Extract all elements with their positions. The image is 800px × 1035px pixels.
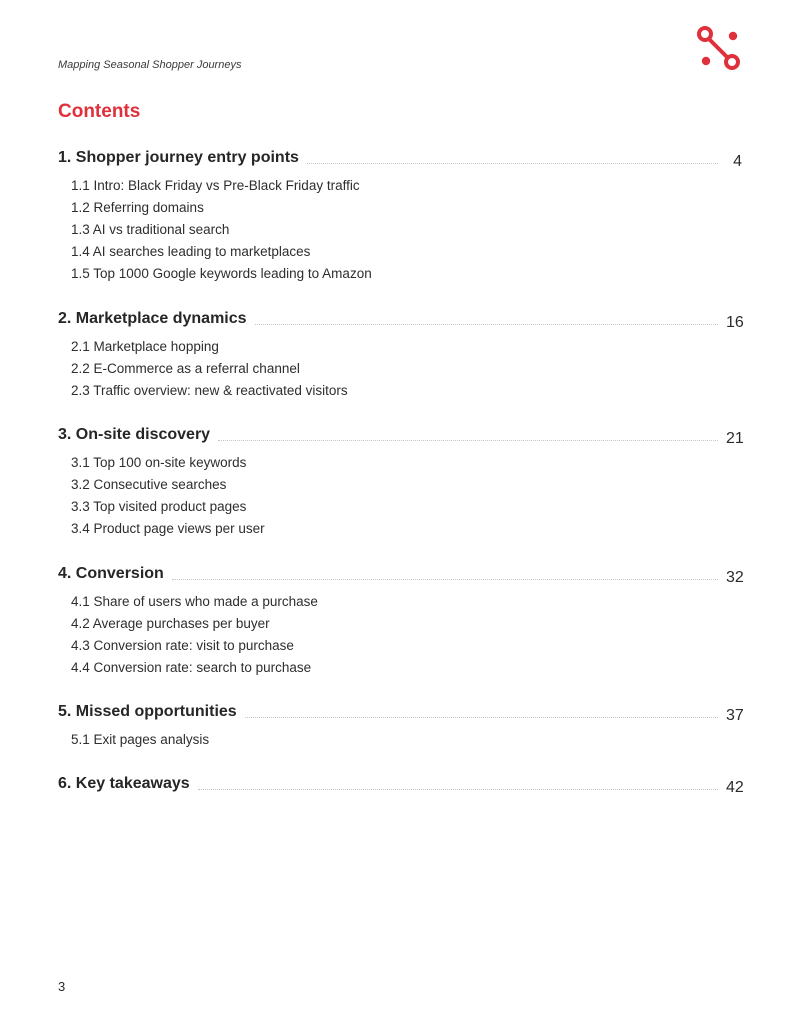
- toc-section-3: [58, 422, 742, 540]
- toc-section-6: [58, 771, 744, 796]
- toc-section-page: 42: [726, 779, 744, 796]
- toc-subsection-item[interactable]: 3.4 Product page views per user: [71, 521, 265, 536]
- dot-leader: [307, 162, 718, 164]
- toc-subsection-list: [58, 591, 742, 679]
- toc-section-title[interactable]: 5. Missed opportunities: [58, 703, 237, 720]
- dot-leader: [172, 578, 718, 580]
- toc-subsection-item[interactable]: 4.2 Average purchases per buyer: [71, 616, 270, 631]
- toc-section-title[interactable]: 4. Conversion: [58, 565, 164, 582]
- toc-section-row[interactable]: [58, 771, 744, 796]
- toc-subsection-item[interactable]: 3.1 Top 100 on-site keywords: [71, 455, 247, 470]
- toc-section-title[interactable]: 1. Shopper journey entry points: [58, 149, 299, 166]
- toc-subsection-item[interactable]: 1.4 AI searches leading to marketplaces: [71, 244, 311, 259]
- toc-section-page: 16: [726, 314, 744, 331]
- toc-subsection-item[interactable]: 4.1 Share of users who made a purchase: [71, 594, 318, 609]
- toc-subsection-list: [58, 729, 742, 751]
- toc-subsection-item[interactable]: 1.1 Intro: Black Friday vs Pre-Black Friday traffic: [71, 178, 360, 193]
- dot-leader: [198, 788, 718, 790]
- toc-subsection-item[interactable]: 3.3 Top visited product pages: [71, 499, 247, 514]
- page-number: 3: [58, 979, 66, 994]
- brand-logo-icon: [694, 26, 746, 74]
- toc-section-1: [58, 145, 742, 285]
- toc-section-row[interactable]: [58, 422, 744, 447]
- toc-section-page: 32: [726, 569, 744, 586]
- toc-subsection-list: [58, 452, 742, 540]
- toc-section-4: [58, 561, 742, 679]
- toc-subsection-item[interactable]: 3.2 Consecutive searches: [71, 477, 227, 492]
- toc-section-row[interactable]: [58, 561, 744, 586]
- toc-section-page: 21: [726, 430, 744, 447]
- toc-section-5: [58, 699, 742, 751]
- toc-subsection-item[interactable]: 1.2 Referring domains: [71, 200, 204, 215]
- toc-subsection-item[interactable]: 2.1 Marketplace hopping: [71, 339, 219, 354]
- toc-subsection-list: [58, 175, 742, 285]
- toc-section-row[interactable]: [58, 145, 742, 170]
- document-title: Mapping Seasonal Shopper Journeys: [58, 59, 242, 71]
- dot-leader: [218, 439, 718, 441]
- dot-leader: [255, 323, 718, 325]
- toc-section-2: [58, 306, 742, 402]
- toc-subsection-item[interactable]: 1.3 AI vs traditional search: [71, 222, 230, 237]
- toc-section-title[interactable]: 2. Marketplace dynamics: [58, 310, 247, 327]
- toc-section-title[interactable]: 3. On-site discovery: [58, 426, 211, 443]
- toc-subsection-item[interactable]: 2.2 E-Commerce as a referral channel: [71, 361, 300, 376]
- contents-heading: Contents: [58, 101, 141, 122]
- toc-subsection-item[interactable]: 2.3 Traffic overview: new & reactivated visitors: [71, 383, 348, 398]
- toc-section-title[interactable]: 6. Key takeaways: [58, 775, 190, 792]
- toc-section-row[interactable]: [58, 306, 744, 331]
- toc-subsection-list: [58, 336, 742, 402]
- toc-subsection-item[interactable]: 1.5 Top 1000 Google keywords leading to Amazon: [71, 266, 372, 281]
- toc-subsection-item[interactable]: 4.3 Conversion rate: visit to purchase: [71, 638, 294, 653]
- toc-section-page: 37: [726, 707, 744, 724]
- toc-section-row[interactable]: [58, 699, 744, 724]
- toc-section-page: 4: [733, 153, 742, 170]
- toc-subsection-item[interactable]: 4.4 Conversion rate: search to purchase: [71, 660, 312, 675]
- toc-subsection-item[interactable]: 5.1 Exit pages analysis: [71, 732, 210, 747]
- dot-leader: [245, 716, 718, 718]
